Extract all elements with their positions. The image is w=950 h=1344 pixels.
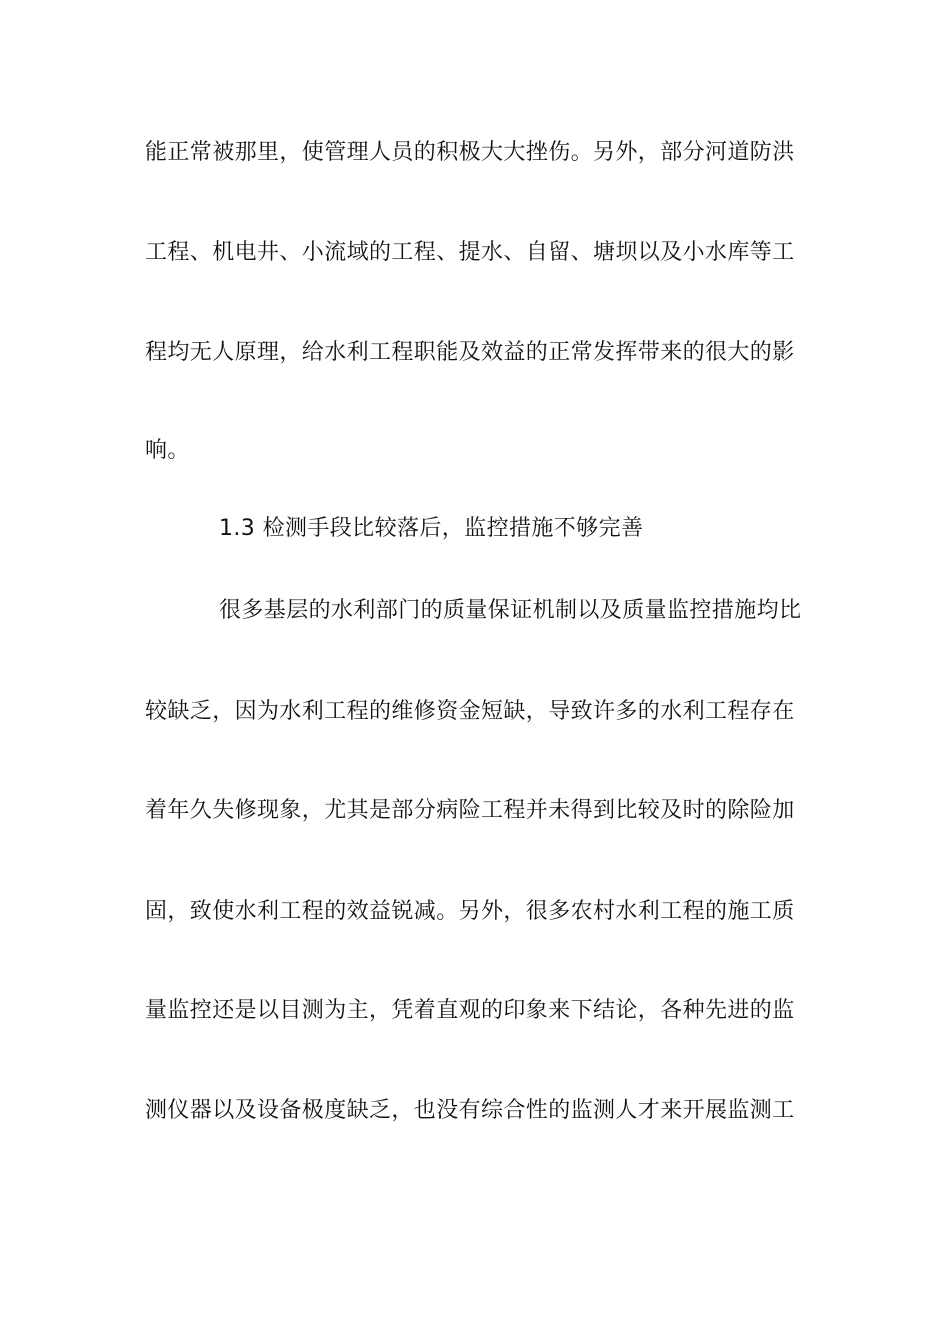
paragraph-line: 固，致使水利工程的效益锐减。另外，很多农村水利工程的施工质	[145, 899, 795, 924]
paragraph-line: 响。	[145, 438, 190, 463]
paragraph-line: 工程、机电井、小流域的工程、提水、自留、塘坝以及小水库等工	[145, 240, 795, 265]
paragraph-line: 能正常被那里，使管理人员的积极大大挫伤。另外，部分河道防洪	[145, 140, 795, 165]
paragraph-line: 测仪器以及设备极度缺乏，也没有综合性的监测人才来开展监测工	[145, 1098, 795, 1123]
section-heading: 1.3 检测手段比较落后，监控措施不够完善	[219, 516, 644, 541]
paragraph-line: 程均无人原理，给水利工程职能及效益的正常发挥带来的很大的影	[145, 340, 795, 365]
paragraph-line: 着年久失修现象，尤其是部分病险工程并未得到比较及时的除险加	[145, 798, 795, 823]
paragraph-line: 很多基层的水利部门的质量保证机制以及质量监控措施均比	[219, 598, 802, 623]
paragraph-line: 量监控还是以目测为主，凭着直观的印象来下结论，各种先进的监	[145, 998, 795, 1023]
paragraph-line: 较缺乏，因为水利工程的维修资金短缺，导致许多的水利工程存在	[145, 699, 795, 724]
